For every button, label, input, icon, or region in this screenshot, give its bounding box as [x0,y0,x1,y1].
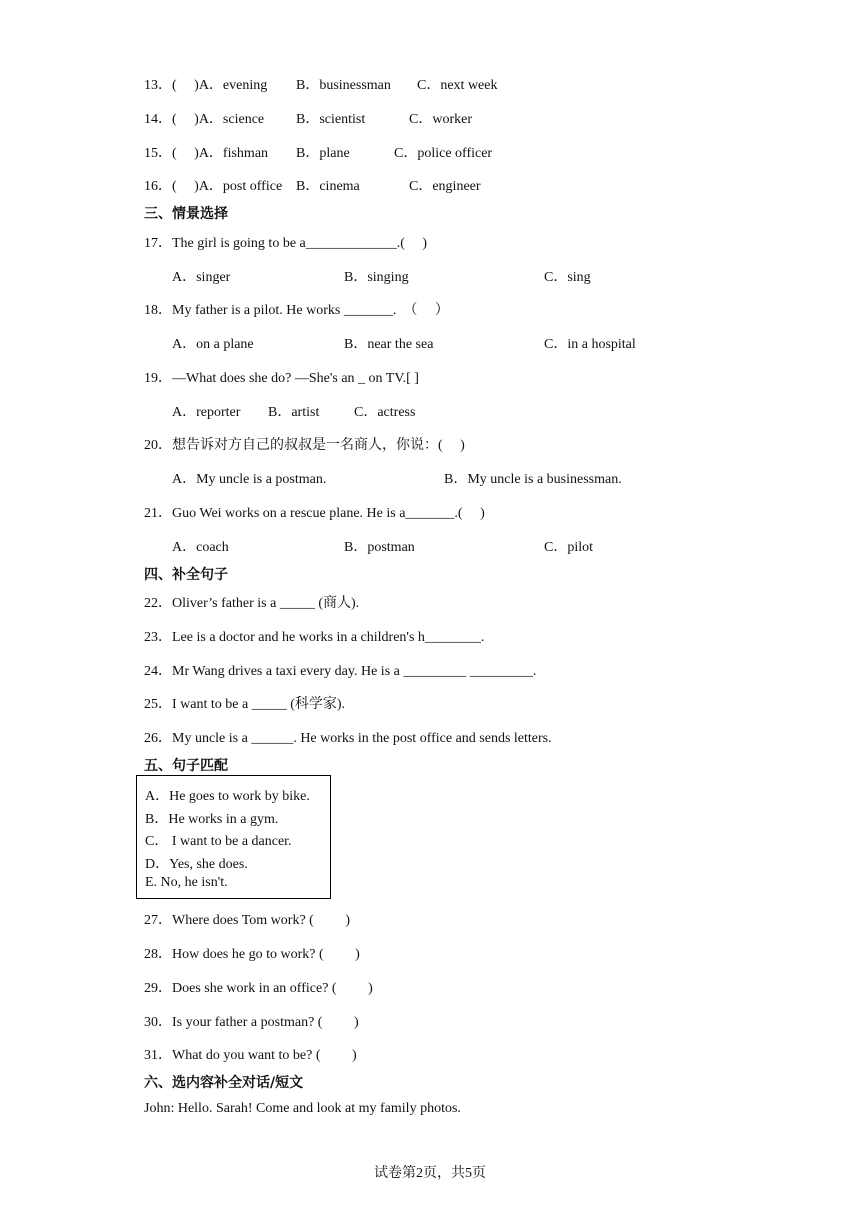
question-15-stem: 15．( )A．fishman [144,146,269,161]
question-15-option-c: C．police officer [394,146,493,161]
question-17-option-b: B．singing [344,270,409,285]
question-14 [144,108,264,128]
match-option-b: B．He works in a gym. [145,812,279,827]
question-21-option-a: A．coach [172,540,229,555]
question-22: 22．Oliver’s father is a _____ (商人). [144,596,360,611]
question-31: 31．What do you want to be? ( ) [144,1048,357,1063]
section-6-heading: 六、选内容补全对话/短文 [144,1075,304,1091]
match-options-box [136,775,331,899]
question-14-stem: 14．( )A．science [144,112,265,127]
question-19-option-c: C．actress [354,405,416,420]
question-13-stem: 13．( )A．evening [144,78,268,93]
question-28: 28．How does he go to work? ( ) [144,947,360,962]
question-21-option-c: C．pilot [544,540,594,555]
match-option-a: A．He goes to work by bike. [145,789,310,804]
question-15 [144,142,268,162]
question-17-option-a: A．singer [172,270,231,285]
question-20-option-b: B．My uncle is a businessman. [444,472,622,487]
question-24: 24．Mr Wang drives a taxi every day. He is a _________ _________. [144,664,537,679]
question-19-option-b: B．artist [268,405,320,420]
question-17-option-c: C．sing [544,270,591,285]
dialog-line-1: John: Hello. Sarah! Come and look at my family photos. [144,1101,461,1116]
question-27: 27．Where does Tom work? ( ) [144,913,350,928]
question-21-stem: 21．Guo Wei works on a rescue plane. He is a_______.( ) [144,506,485,521]
question-16 [144,175,282,195]
match-option-e: E. No, he isn't. [145,875,228,890]
question-19-stem: 19．—What does she do? —She's an _ on TV.[ ] [144,371,419,386]
question-14-option-b: B．scientist [296,112,366,127]
question-18-option-c: C．in a hospital [544,337,636,352]
question-14-option-c: C．worker [409,112,472,127]
question-13 [144,74,267,94]
question-19-option-a: A．reporter [172,405,241,420]
question-16-stem: 16．( )A．post office [144,179,283,194]
question-18-option-b: B．near the sea [344,337,434,352]
question-23: 23．Lee is a doctor and he works in a children's h________. [144,630,485,645]
question-25: 25．I want to be a _____ (科学家). [144,697,346,712]
section-3-heading: 三、情景选择 [144,206,228,222]
question-20-stem: 20．想告诉对方自己的叔叔是一名商人，你说：( ) [144,438,465,453]
question-18-stem: 18．My father is a pilot. He works _______. （ ） [144,303,449,318]
question-13-option-b: B．businessman [296,78,391,93]
question-30: 30．Is your father a postman? ( ) [144,1015,359,1030]
question-21-option-b: B．postman [344,540,415,555]
question-29: 29．Does she work in an office? ( ) [144,981,373,996]
question-16-option-c: C．engineer [409,179,481,194]
question-18-option-a: A．on a plane [172,337,254,352]
question-26: 26．My uncle is a ______. He works in the post office and sends letters. [144,731,552,746]
question-15-option-b: B．plane [296,146,350,161]
section-4-heading: 四、补全句子 [144,567,228,583]
question-13-option-c: C．next week [417,78,498,93]
question-20-option-a: A．My uncle is a postman. [172,472,327,487]
match-option-c: C． I want to be a dancer. [145,834,292,849]
match-option-d: D．Yes, she does. [145,857,248,872]
question-16-option-b: B．cinema [296,179,360,194]
question-17-stem: 17．The girl is going to be a_____________.( ) [144,236,428,251]
page-footer: 试卷第2页，共5页 [374,1166,486,1181]
section-5-heading: 五、句子匹配 [144,758,228,774]
